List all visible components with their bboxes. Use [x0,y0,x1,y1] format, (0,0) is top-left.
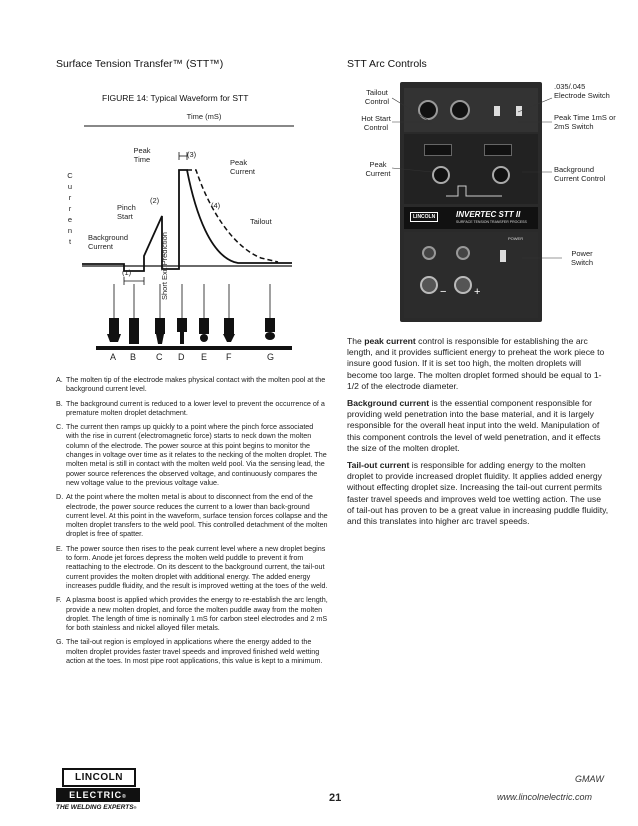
callout-electrode-switch: .035/.045 Electrode Switch [554,82,610,100]
label-tailout: Tailout [250,217,272,226]
stage-letter-e: E [201,352,208,362]
stage-letter-d: D [178,352,185,362]
callout-tailout-control: Tailout Control [364,88,390,106]
callout-background-current-control: Background Current Control [554,165,606,183]
plus-sign: + [474,286,481,298]
footer-section-name: GMAW [575,774,604,784]
list-item-g: G. The tail-out region is employed in applications where the energy added to the molten droplet provides faster travel speeds and improved finished weld wetting action at the toes. In most pipe root applications, this value is kept to a minimum. [56,637,323,666]
callout-peak-time-switch: Peak Time 1mS or 2mS Switch [554,113,616,131]
footer-url[interactable]: www.lincolnelectric.com [497,792,593,802]
paragraph-tailout-current: Tail-out current is responsible for adding energy to the molten droplet to provide increased droplet fluidity. It applies added energy without effecting droplet size. Increasing the tail-out current permits faster travel speeds and improves weld toe wetting action. The use of tail-out has proven to be a great value in increasing puddle fluidity, and this translates into higher arc travel speeds. [347,460,609,527]
current-axis-label: C u r r e n t [67,171,73,246]
logo-tagline: THE WELDING EXPERTS® [56,804,137,811]
label-n2: (2) [150,196,160,205]
callout-peak-current: Peak Current [365,160,391,178]
waveform-tailout-dashed [187,170,278,262]
right-section-title: STT Arc Controls [347,58,427,70]
list-item-f: F. A plasma boost is applied which provides the energy to re-establish the arc length, provide a new molten droplet, and force the molten puddle away from the molten droplet. The length of time is nominally 1 mS for carbon steel electrodes and 2 mS for both stainless and nickel alloyed filler metals. [56,595,328,633]
label-short-exit-prediction: Short Exit Prediction [160,232,169,300]
arc-controls-text [347,336,609,527]
stage-letter-a: A [110,352,117,362]
callout-power-switch: Power Switch [570,249,594,267]
electrode-stages [96,318,292,350]
panel-brand-logo: LINCOLN [410,212,438,222]
label-time-ms: Time (mS) [186,112,222,121]
label-peak-time: Peak Time [133,146,151,164]
page-number: 21 [329,792,342,804]
label-background-current: Background Current [88,233,129,251]
stage-letter-f: F [226,352,232,362]
label-n1: (1) [122,268,132,277]
stage-letter-g: G [267,352,275,362]
label-peak-current: Peak Current [230,158,256,176]
paragraph-background-current: Background current is the essential component responsible for providing weld penetration into the base material, and it is largely responsible for the overall heat input into the weld. Manipulation of this component controls the level of weld penetration, and it effects the size of the molten droplet. [347,398,601,453]
list-item-a: A. The molten tip of the electrode makes physical contact with the molten pool at the background current level. [56,375,326,394]
minus-sign: − [440,286,447,298]
stage-letters [56,352,326,364]
figure-title: FIGURE 14: Typical Waveform for STT [102,93,249,103]
label-pinch-start: Pinch Start [117,203,136,221]
label-n4: (4) [211,201,221,210]
power-label: POWER [508,236,524,241]
logo-bottom-word: ELECTRIC® [56,788,140,802]
footer-logo [56,768,148,811]
model-name: INVERTEC STT II [456,210,521,219]
list-item-e: E. The power source then rises to the peak current level where a new droplet begins to form. Anode jet forces depress the molten weld puddle to prevent it from reattaching to the electrode. On its descent to the background current, the tail-out current provides the molten droplet with additional energy. The added energy increases puddle fluidity, and the result is improved wetting at the toes of the weld. [56,543,328,590]
left-section-title: Surface Tension Transfer™ (STT™) [56,58,224,70]
callout-hot-start-control: Hot Start Control [361,114,391,132]
stage-letter-c: C [156,352,163,362]
paragraph-peak-current: The peak current control is responsible for establishing the arc length, and it provides sufficient energy to preheat the work piece to insure good fusion. If it is set too high, the molten droplets will become too large. The molten droplet formed should be equal to 1-1/2 of the electrode diameter. [347,336,605,391]
model-subtitle: SURFACE TENSION TRANSFER PROCESS [456,220,527,224]
stage-description-list [56,375,328,670]
list-item-b: B. The background current is reduced to a lower level to prevent the occurrence of a premature molten droplet detachment. [56,398,325,417]
list-item-c: C. The current then ramps up quickly to a point where the pinch force associated with the rise in current (electromagnetic force) starts to neck down the molten column of the electrode. The power source at this point begins to monitor the changes in voltage over time as it relates to the necking of the molten droplet. The molten metal is still in contact with the molten weld pool. Via the sensing lead, the power source references the observed voltage, and continuously compares the new voltage value to the previous voltage value. [56,422,327,487]
logo-top-word: LINCOLN [62,768,136,787]
list-item-d: D. At the point where the molten metal is about to disconnect from the end of the electrode, the power source reduces the current to a lower than back-ground current level. At this point in the waveform, surface tension forces collapse and the molten droplet transfers to the weld pool. This controlled detachment of the molten droplet is free of spatter. [56,492,328,539]
label-n3: (3) [187,150,197,159]
stage-letter-b: B [130,352,137,362]
